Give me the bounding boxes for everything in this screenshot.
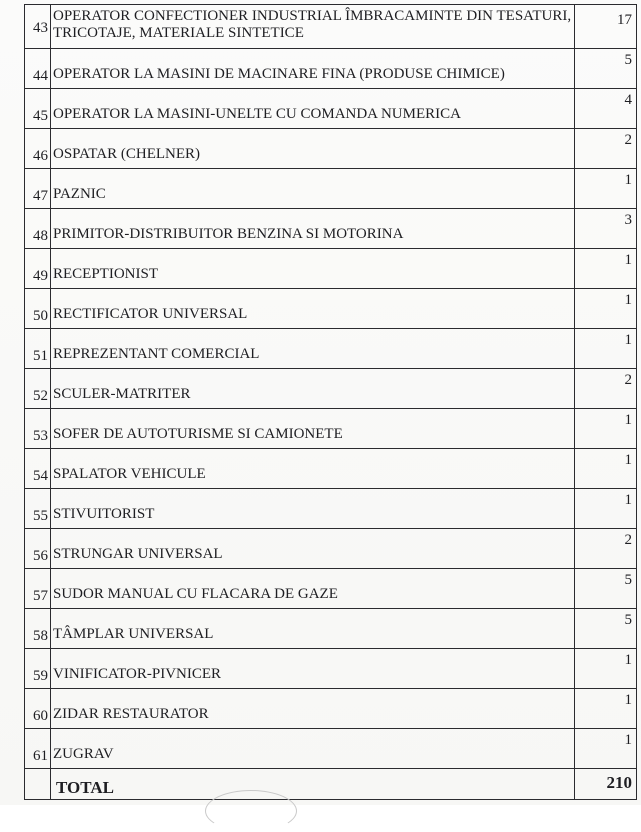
table-row [25,5,637,49]
table-row [25,569,637,609]
vacancy-count: 1 [575,689,637,729]
vacancy-count: 5 [575,569,637,609]
occupation-name: OPERATOR LA MASINI DE MACINARE FINA (PRODUSE CHIMICE) [51,49,575,89]
row-number: 52 [25,369,51,409]
occupation-name: SPALATOR VEHICULE [51,449,575,489]
total-number-cell [25,769,51,800]
table-row [25,89,637,129]
vacancy-count: 1 [575,489,637,529]
vacancy-count: 5 [575,49,637,89]
row-number: 48 [25,209,51,249]
vacancy-count: 1 [575,329,637,369]
vacancy-count: 2 [575,529,637,569]
occupation-name: TÂMPLAR UNIVERSAL [51,609,575,649]
vacancy-count: 2 [575,369,637,409]
stamp-mark [205,790,297,832]
vacancy-count: 3 [575,209,637,249]
table-row [25,609,637,649]
vacancy-count: 17 [575,5,637,49]
table-row [25,369,637,409]
occupation-name: SCULER-MATRITER [51,369,575,409]
row-number: 46 [25,129,51,169]
occupation-name: OPERATOR CONFECTIONER INDUSTRIAL ÎMBRACAMINTE DIN TESATURI, TRICOTAJE, MATERIALE SINTETICE [51,5,575,49]
vacancy-count: 1 [575,169,637,209]
table-row [25,649,637,689]
row-number: 50 [25,289,51,329]
table-row [25,329,637,369]
occupation-name: SUDOR MANUAL CU FLACARA DE GAZE [51,569,575,609]
table-row [25,289,637,329]
vacancy-count: 1 [575,409,637,449]
occupation-name: STIVUITORIST [51,489,575,529]
row-number: 49 [25,249,51,289]
vacancy-count: 1 [575,249,637,289]
occupation-name: SOFER DE AUTOTURISME SI CAMIONETE [51,409,575,449]
occupations-table [24,4,637,800]
row-number: 60 [25,689,51,729]
occupation-name: STRUNGAR UNIVERSAL [51,529,575,569]
row-number: 57 [25,569,51,609]
occupation-name: RECTIFICATOR UNIVERSAL [51,289,575,329]
table-row [25,729,637,769]
row-number: 56 [25,529,51,569]
vacancy-count: 1 [575,649,637,689]
table-row [25,529,637,569]
occupation-name: VINIFICATOR-PIVNICER [51,649,575,689]
row-number: 54 [25,449,51,489]
row-number: 61 [25,729,51,769]
row-number: 51 [25,329,51,369]
occupation-name: PRIMITOR-DISTRIBUITOR BENZINA SI MOTORINA [51,209,575,249]
vacancy-count: 5 [575,609,637,649]
vacancy-count: 4 [575,89,637,129]
row-number: 47 [25,169,51,209]
occupation-name: PAZNIC [51,169,575,209]
total-label: TOTAL [51,769,575,800]
table-row [25,129,637,169]
table-body [25,5,637,800]
row-number: 59 [25,649,51,689]
occupation-name: REPREZENTANT COMERCIAL [51,329,575,369]
table-row [25,49,637,89]
row-number: 44 [25,49,51,89]
row-number: 53 [25,409,51,449]
table-row [25,169,637,209]
row-number: 43 [25,5,51,49]
vacancy-count: 2 [575,129,637,169]
row-number: 58 [25,609,51,649]
vacancy-count: 1 [575,289,637,329]
row-number: 45 [25,89,51,129]
table-row [25,449,637,489]
occupation-name: OSPATAR (CHELNER) [51,129,575,169]
total-row [25,769,637,800]
vacancy-count: 1 [575,729,637,769]
table-row [25,249,637,289]
occupation-name: OPERATOR LA MASINI-UNELTE CU COMANDA NUMERICA [51,89,575,129]
total-count: 210 [575,769,637,800]
occupation-name: RECEPTIONIST [51,249,575,289]
table-row [25,689,637,729]
table-row [25,489,637,529]
table-row [25,409,637,449]
table-row [25,209,637,249]
row-number: 55 [25,489,51,529]
vacancy-count: 1 [575,449,637,489]
occupation-name: ZUGRAV [51,729,575,769]
occupation-name: ZIDAR RESTAURATOR [51,689,575,729]
